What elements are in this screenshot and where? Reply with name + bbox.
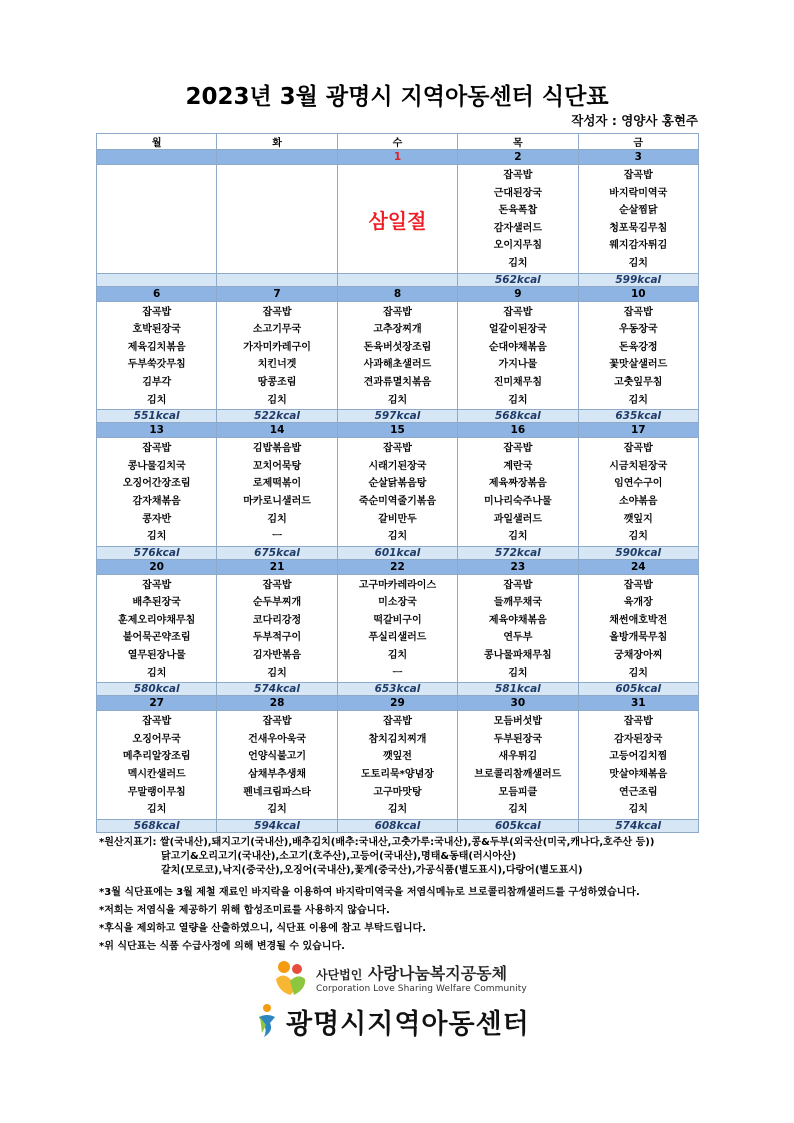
menu-cell (458, 165, 578, 274)
dish-item: 청포묵김무침 (609, 222, 668, 234)
date-cell: 16 (458, 423, 578, 438)
dish-item: 펜네크림파스타 (243, 786, 311, 798)
dish-item: 계란국 (503, 460, 533, 472)
dish-item: 잡곡밥 (382, 716, 412, 728)
dish-item: 김밥볶음밥 (252, 443, 302, 455)
dish-item: 멕시칸샐러드 (127, 769, 186, 781)
dish-item: 잡곡밥 (142, 306, 172, 318)
weekday-header: 월 (97, 134, 217, 150)
dish-item: 김자반볶음 (252, 650, 302, 662)
dish-item: 임연수구이 (614, 478, 663, 490)
menu-cell (217, 438, 337, 547)
dish-item: 잡곡밥 (142, 443, 172, 455)
dish-item: 미나리숙주나물 (484, 495, 552, 507)
dish-item: 잡곡밥 (262, 716, 292, 728)
dish-item: 오징어무국 (132, 733, 181, 745)
menu-cell (97, 438, 217, 547)
dish-item: 맛살야채볶음 (609, 769, 668, 781)
dish-item: 훈제오리야채무침 (118, 614, 196, 626)
menu-row (97, 574, 699, 683)
dish-item: 김치 (267, 667, 287, 679)
dish-item: 두부쑥갓무침 (127, 359, 186, 371)
kcal-cell: 576kcal (97, 546, 217, 559)
dish-item: 로제떡볶이 (252, 478, 302, 490)
dish-item: 모듬버섯밥 (493, 716, 543, 728)
dish-item: 돈육강정 (618, 341, 658, 353)
dish-item: 고구마맛탕 (373, 786, 422, 798)
dish-item: 시금치된장국 (609, 460, 668, 472)
dish-item: 죽순미역줄기볶음 (358, 495, 437, 507)
org-name: 사랑나눔복지공동체 (367, 963, 508, 983)
dish-item: 얼갈이된장국 (488, 324, 547, 336)
dish-item: 견과류멸치볶음 (363, 376, 432, 388)
dish-item: 삼채부추생채 (248, 769, 307, 781)
kcal-cell: 572kcal (458, 546, 578, 559)
dish-item: 가지나물 (498, 359, 538, 371)
dish-item: 호박된장국 (132, 324, 181, 336)
dish-item: 깻잎지 (623, 513, 653, 525)
dish-item: ㅡ (272, 531, 282, 543)
dish-item: 잡곡밥 (503, 306, 533, 318)
date-cell: 31 (578, 696, 698, 711)
dish-item: 채썬애호박전 (609, 614, 668, 626)
date-cell: 1 (337, 150, 457, 165)
date-cell: 15 (337, 423, 457, 438)
dish-item: 오이지무침 (493, 240, 543, 252)
kcal-cell: 608kcal (337, 819, 457, 832)
dish-item: 순살닭볶음탕 (368, 478, 427, 490)
date-cell: 13 (97, 423, 217, 438)
dish-item (97, 202, 216, 220)
menu-cell (458, 438, 578, 547)
date-cell (217, 150, 337, 165)
dish-item: 건새우아욱국 (248, 733, 307, 745)
dish-item: 잡곡밥 (503, 579, 533, 591)
date-row (97, 286, 699, 301)
dish-item: 소고기무국 (252, 324, 302, 336)
dish-item: 김치 (628, 257, 648, 269)
date-cell: 14 (217, 423, 337, 438)
kcal-cell: 590kcal (578, 546, 698, 559)
menu-row (97, 301, 699, 410)
dish-item: 과일샐러드 (493, 513, 543, 525)
dish-item: 연근조림 (618, 786, 658, 798)
menu-row (97, 711, 699, 820)
kcal-cell: 574kcal (217, 683, 337, 696)
menu-cell (337, 438, 457, 547)
date-cell (97, 150, 217, 165)
dish-item: 시래기된장국 (368, 460, 427, 472)
dish-item: 순두부찌개 (252, 597, 302, 609)
date-cell: 7 (217, 286, 337, 301)
dish-item: 떡갈비구이 (373, 614, 422, 626)
origin-note-cont: 닭고기&오리고기(국내산),소고기(호주산),고등어(국내산),명태&동태(러시아산) (161, 851, 517, 862)
dish-item (97, 167, 216, 185)
dish-item: 제육김치볶음 (127, 341, 186, 353)
dish-item: 감자된장국 (614, 733, 663, 745)
dish-item: 순대야채볶음 (488, 341, 547, 353)
center-logo-icon (256, 1003, 278, 1039)
kcal-cell: 605kcal (458, 819, 578, 832)
dish-item: 김치 (387, 804, 408, 816)
dish-item: 꼬치어묵탕 (252, 460, 302, 472)
kcal-row (97, 683, 699, 696)
dish-item: 김치 (267, 804, 287, 816)
date-cell: 24 (578, 559, 698, 574)
dish-item (97, 255, 216, 273)
dish-item: 땅콩조림 (257, 376, 297, 388)
kcal-row (97, 546, 699, 559)
dish-item: 푸실리샐러드 (368, 632, 427, 644)
dish-item: 우동장국 (618, 324, 658, 336)
dish-item: 오징어간장조림 (122, 478, 191, 490)
kcal-row (97, 273, 699, 286)
dish-item: 잡곡밥 (503, 170, 533, 181)
dish-item: 돈육버섯장조림 (363, 341, 432, 353)
kcal-cell: 675kcal (217, 546, 337, 559)
menu-cell (217, 574, 337, 683)
dish-item: 김치 (628, 667, 648, 679)
dish-item: 불어묵곤약조림 (122, 632, 191, 644)
author-label: 작성자 : 영양사 홍현주 (571, 113, 698, 128)
weekday-header-row (97, 134, 699, 150)
dish-item: 새우튀김 (498, 751, 538, 763)
date-cell: 2 (458, 150, 578, 165)
menu-cell (458, 301, 578, 410)
kcal-cell: 574kcal (578, 819, 698, 832)
kcal-cell (217, 273, 337, 286)
kcal-cell: 601kcal (337, 546, 457, 559)
note-text: *저희는 저염식을 제공하기 위해 합성조미료를 사용하지 않습니다. (99, 905, 390, 916)
menu-cell (458, 574, 578, 683)
origin-note-cont: 갈치(모로코),낙지(중국산),오징어(국내산),꽃게(중국산),가공식품(별도표시),다랑어(별도표시) (161, 865, 583, 876)
dish-item: 김치 (147, 667, 167, 679)
dish-item: 모듬피클 (498, 786, 538, 798)
dish-item: 도토리묵*양념장 (361, 769, 434, 781)
menu-cell (578, 711, 698, 820)
menu-cell (217, 711, 337, 820)
dish-item: 잡곡밥 (382, 443, 412, 455)
dish-item: 김치 (508, 804, 528, 816)
menu-cell (337, 301, 457, 410)
dish-item: 언양식불고기 (248, 751, 307, 763)
dish-item: 치킨너겟 (257, 359, 297, 371)
dish-item: 콩자반 (142, 513, 172, 525)
dish-item: 감자샐러드 (493, 222, 543, 234)
dish-item: 잡곡밥 (142, 579, 172, 591)
kcal-cell: 599kcal (578, 273, 698, 286)
dish-item: 잡곡밥 (382, 306, 412, 318)
dish-item: 잡곡밥 (623, 716, 653, 728)
dish-item: 콩나물파채무침 (484, 650, 552, 662)
dish-item: 참치김치찌개 (368, 733, 427, 745)
center-logo-block (256, 1002, 530, 1040)
dish-item: 고추장찌개 (373, 324, 422, 336)
menu-cell (337, 574, 457, 683)
kcal-cell: 581kcal (458, 683, 578, 696)
dish-item: 김치 (508, 531, 528, 543)
kcal-cell: 562kcal (458, 273, 578, 286)
dish-item: 웨지감자튀김 (609, 240, 668, 252)
dish-item: 고구마카레라이스 (358, 579, 437, 591)
date-cell: 22 (337, 559, 457, 574)
note-text: *위 식단표는 식품 수급사정에 의해 변경될 수 있습니다. (99, 941, 345, 952)
dish-item: ㅡ (392, 667, 403, 679)
dish-item: 김치 (147, 804, 167, 816)
dish-item: 김치 (628, 531, 648, 543)
date-cell: 6 (97, 286, 217, 301)
dish-item (217, 220, 336, 238)
kcal-cell (97, 273, 217, 286)
dish-item (217, 202, 336, 220)
dish-item: 무말랭이무침 (127, 786, 186, 798)
dish-item: 갈비만두 (378, 513, 417, 525)
dish-item: 잡곡밥 (262, 579, 292, 591)
kcal-cell: 568kcal (97, 819, 217, 832)
dish-item: 열무된장나물 (127, 650, 186, 662)
date-cell: 29 (337, 696, 457, 711)
date-cell: 8 (337, 286, 457, 301)
dish-item: 제육야채볶음 (488, 614, 547, 626)
dish-item (217, 255, 336, 273)
dish-item: 김치 (267, 513, 287, 525)
dish-item: 들깨무채국 (493, 597, 543, 609)
dish-item: 김치 (387, 531, 408, 543)
dish-item: 배추된장국 (132, 597, 181, 609)
dish-item: 올방개묵무침 (609, 632, 668, 644)
menu-row (97, 165, 699, 274)
menu-cell (578, 438, 698, 547)
date-cell: 28 (217, 696, 337, 711)
menu-cell (217, 165, 337, 274)
menu-cell (578, 301, 698, 410)
dish-item: 두부된장국 (493, 733, 543, 745)
dish-item: 고춧잎무침 (614, 376, 663, 388)
dish-item (217, 167, 336, 185)
dish-item: 잡곡밥 (142, 716, 172, 728)
org-prefix: 사단법인 (316, 967, 363, 982)
holiday-label: 삼일절 (368, 208, 427, 233)
date-row (97, 696, 699, 711)
dish-item: 깻잎전 (382, 751, 412, 763)
dish-item: 가자미카레구이 (243, 341, 311, 353)
dish-item: 잡곡밥 (623, 170, 653, 181)
kcal-cell: 597kcal (337, 410, 457, 423)
dish-item: 김치 (267, 394, 287, 406)
dish-item: 바지락미역국 (609, 187, 668, 199)
dish-item: 돈육폭찹 (498, 205, 538, 217)
weekday-header: 금 (578, 134, 698, 150)
date-cell: 30 (458, 696, 578, 711)
note-text: *후식을 제외하고 열량을 산출하였으니, 식단표 이용에 참고 부탁드립니다. (99, 923, 426, 934)
kcal-cell: 522kcal (217, 410, 337, 423)
dish-item: 잡곡밥 (503, 443, 533, 455)
dish-item (217, 237, 336, 255)
org-logo-block (272, 956, 527, 998)
dish-item (97, 185, 216, 203)
kcal-cell: 568kcal (458, 410, 578, 423)
kcal-cell: 605kcal (578, 683, 698, 696)
dish-item: 브로콜리참깨샐러드 (474, 769, 562, 781)
dish-item: 순살찜닭 (618, 205, 658, 217)
kcal-cell (337, 273, 457, 286)
dish-item: 김치 (508, 394, 528, 406)
date-row (97, 559, 699, 574)
dish-item: 진미채무침 (493, 376, 543, 388)
dish-item: 잡곡밥 (623, 579, 653, 591)
date-cell: 9 (458, 286, 578, 301)
kcal-cell: 580kcal (97, 683, 217, 696)
dish-item: 김부각 (142, 376, 172, 388)
dish-item (97, 220, 216, 238)
dish-item: 김치 (628, 394, 648, 406)
dish-item: 메추리알장조림 (122, 751, 191, 763)
community-logo-icon (272, 957, 308, 997)
dish-item: 김치 (508, 667, 528, 679)
date-row (97, 423, 699, 438)
kcal-cell: 653kcal (337, 683, 457, 696)
dish-item: 사과해초샐러드 (363, 359, 432, 371)
menu-cell (337, 711, 457, 820)
date-cell: 27 (97, 696, 217, 711)
page-title: 2023년 3월 광명시 지역아동센터 식단표 (185, 84, 609, 110)
kcal-cell: 551kcal (97, 410, 217, 423)
dish-item: 김치 (508, 257, 528, 269)
menu-cell (97, 165, 217, 274)
dish-item: 두부적구이 (252, 632, 302, 644)
date-row (97, 150, 699, 165)
menu-cell (97, 711, 217, 820)
dish-item: 잡곡밥 (262, 306, 292, 318)
dish-item: 코다리강정 (252, 614, 302, 626)
dish-item: 근대된장국 (493, 187, 543, 199)
org-english-name: Corporation Love Sharing Welfare Community (316, 983, 527, 994)
dish-item: 김치 (628, 804, 648, 816)
note-text: *3월 식단표에는 3월 제철 재료인 바지락을 이용하여 바지락미역국을 저염식메뉴로 브로콜리참깨샐러드를 구성하였습니다. (99, 887, 640, 898)
weekday-header: 화 (217, 134, 337, 150)
menu-cell (458, 711, 578, 820)
dish-item: 마카로니샐러드 (243, 495, 311, 507)
kcal-cell: 635kcal (578, 410, 698, 423)
dish-item: 김치 (147, 531, 167, 543)
menu-cell (97, 574, 217, 683)
dish-item: 연두부 (503, 632, 533, 644)
date-cell: 20 (97, 559, 217, 574)
weekday-header: 수 (337, 134, 457, 150)
dish-item: 잡곡밥 (623, 443, 653, 455)
dish-item: 김치 (387, 394, 408, 406)
dish-item: 콩나물김치국 (127, 460, 186, 472)
dish-item: 미소장국 (378, 597, 417, 609)
dish-item (97, 237, 216, 255)
origin-note: *원산지표기: 쌀(국내산),돼지고기(국내산),배추김치(배추:국내산,고춧가루:국내산),콩&두부(외국산(미국,캐나다,호주산 등)) (99, 837, 655, 848)
kcal-cell: 594kcal (217, 819, 337, 832)
dish-item (217, 185, 336, 203)
kcal-row (97, 410, 699, 423)
dish-item: 고등어김치찜 (609, 751, 668, 763)
menu-table-body (97, 134, 699, 833)
center-name: 광명시지역아동센터 (286, 1008, 530, 1040)
weekday-header: 목 (458, 134, 578, 150)
dish-item: 육개장 (623, 597, 653, 609)
date-cell: 23 (458, 559, 578, 574)
dish-item: 김치 (387, 650, 408, 662)
notes-section (99, 836, 719, 954)
dish-item: 잡곡밥 (623, 306, 653, 318)
menu-table (96, 133, 699, 833)
menu-cell (217, 301, 337, 410)
menu-cell (337, 165, 457, 274)
date-cell: 21 (217, 559, 337, 574)
dish-item: 김치 (147, 394, 167, 406)
menu-row (97, 438, 699, 547)
date-cell: 3 (578, 150, 698, 165)
menu-cell (578, 165, 698, 274)
date-cell: 17 (578, 423, 698, 438)
date-cell: 10 (578, 286, 698, 301)
menu-cell (578, 574, 698, 683)
menu-cell (97, 301, 217, 410)
dish-item: 궁채장아찌 (614, 650, 663, 662)
kcal-row (97, 819, 699, 832)
dish-item: 감자채볶음 (132, 495, 181, 507)
dish-item: 꽃맛살샐러드 (609, 359, 668, 371)
dish-item: 제육짜장볶음 (488, 478, 547, 490)
dish-item: 소야볶음 (618, 495, 658, 507)
